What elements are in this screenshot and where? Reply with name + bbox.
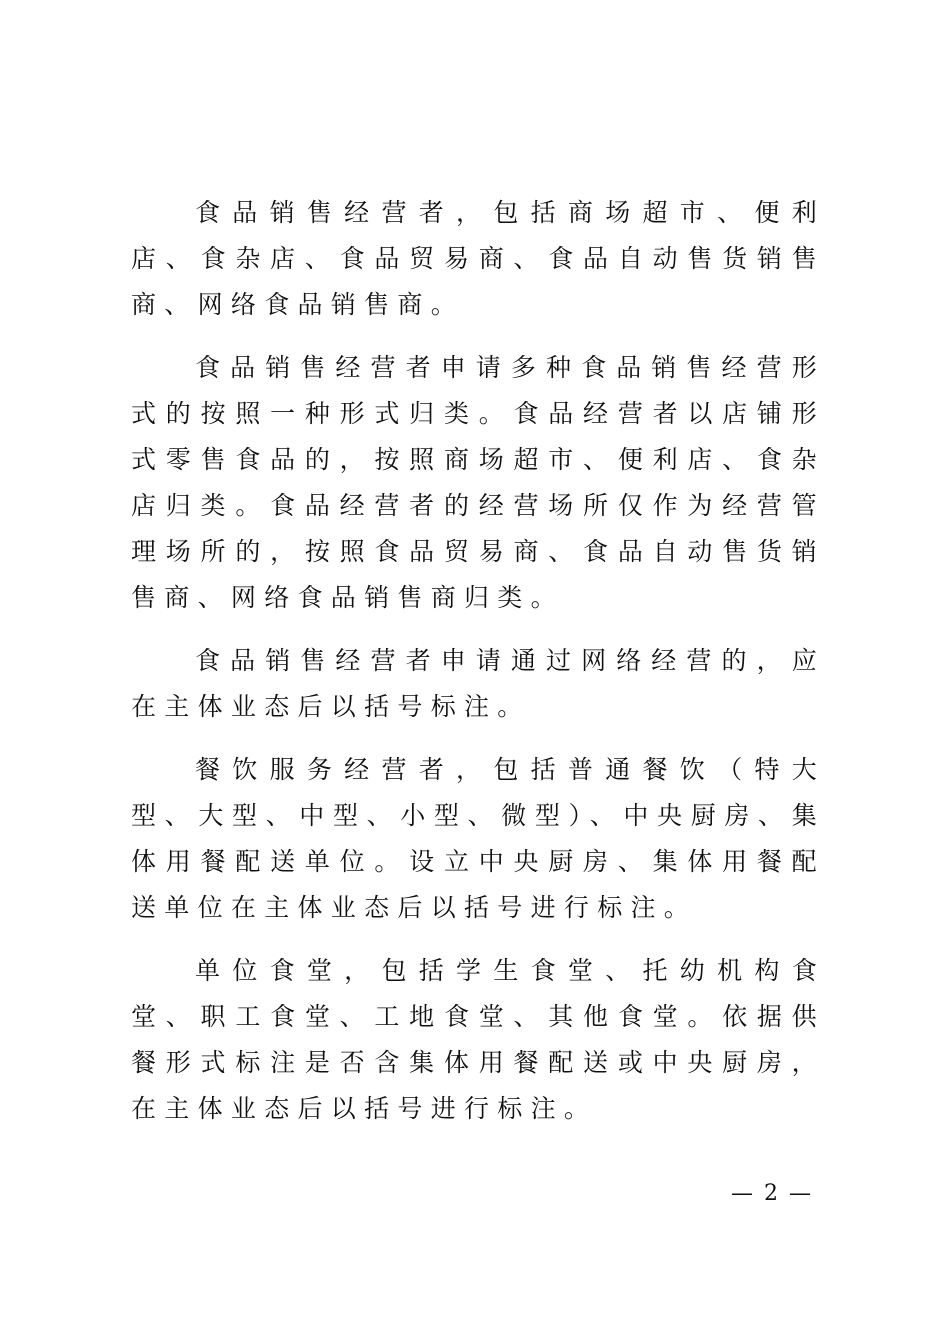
paragraph-food-sales-operators: 食品销售经营者，包括商场超市、便利店、食杂店、食品贸易商、食品自动售货销售商、网络食品销售商。 [131,198,825,319]
page-number: — 2 — [731,1181,813,1206]
paragraph-catering-operators: 餐饮服务经营者，包括普通餐饮（特大型、大型、中型、小型、微型）、中央厨房、集体用餐配送单位。设立中央厨房、集体用餐配送单位在主体业态后以括号进行标注。 [131,755,825,922]
paragraph-online-operation: 食品销售经营者申请通过网络经营的，应在主体业态后以括号标注。 [131,646,825,721]
document-body [131,190,825,1132]
paragraph-sales-form-classification: 食品销售经营者申请多种食品销售经营形式的按照一种形式归类。食品经营者以店铺形式零售食品的，按照商场超市、便利店、食杂店归类。食品经营者的经营场所仅作为经营管理场所的，按照食品贸易商、食品自动售货销售商、网络食品销售商归类。 [131,353,825,612]
paragraph-unit-canteens: 单位食堂，包括学生食堂、托幼机构食堂、职工食堂、工地食堂、其他食堂。依据供餐形式标注是否含集体用餐配送或中央厨房，在主体业态后以括号进行标注。 [131,956,825,1123]
